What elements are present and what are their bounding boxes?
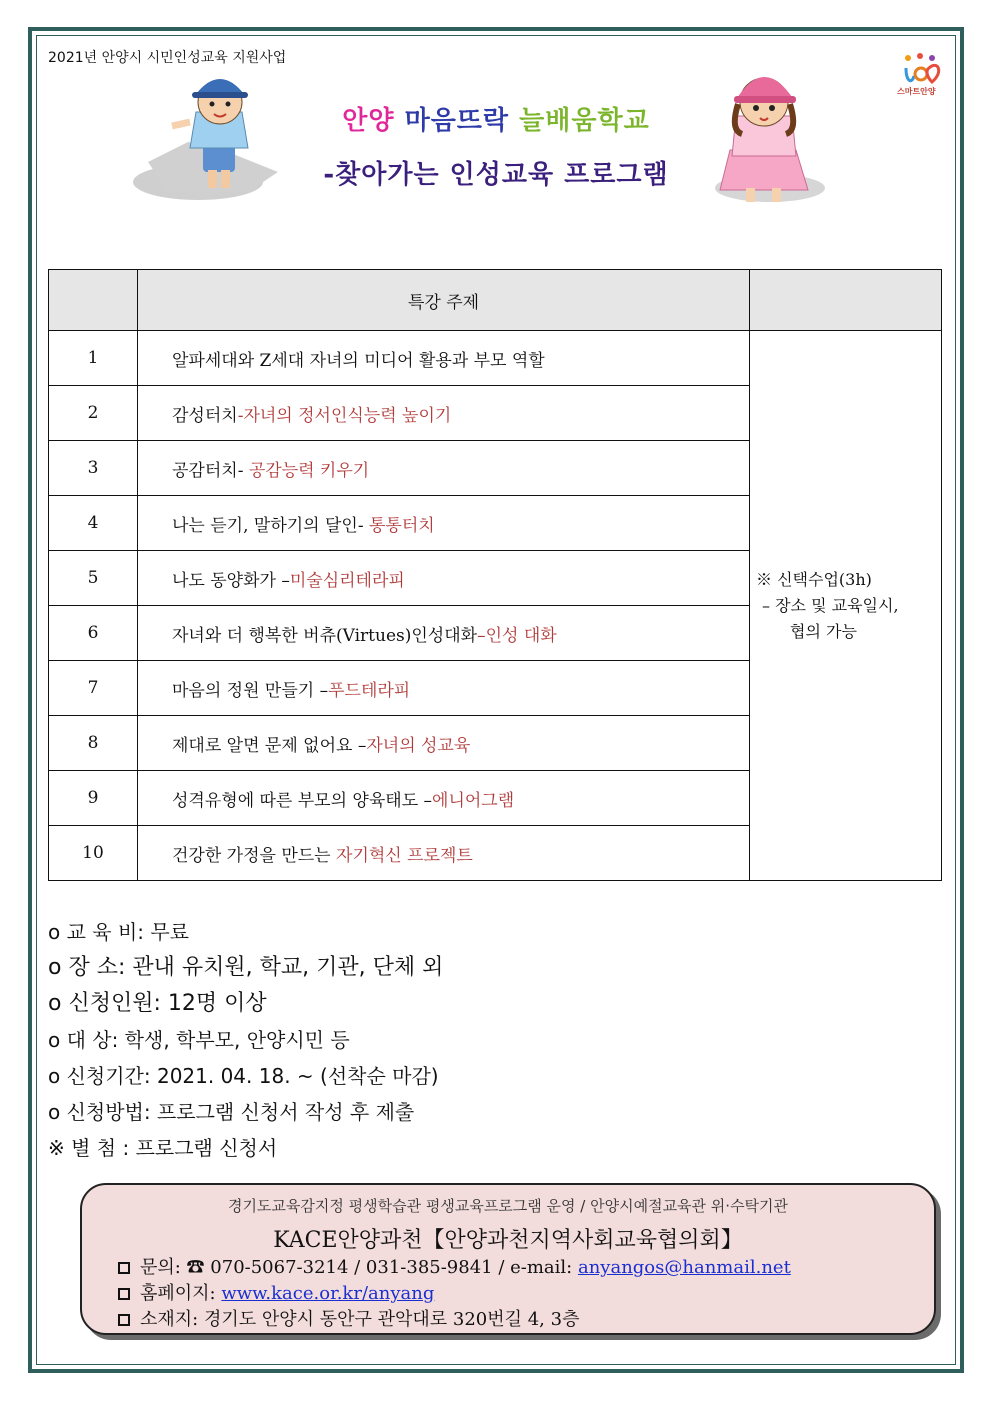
- topic-text: 성격유형에 따른 부모의 양육태도 –: [172, 790, 433, 811]
- topic-highlight: 푸드테라피: [328, 680, 411, 701]
- header-note-cell: [750, 270, 942, 331]
- address-text: 소재지: 경기도 안양시 동안구 관악대로 320번길 4, 3층: [140, 1309, 580, 1330]
- contact-line: [118, 1257, 791, 1279]
- topic-text: 제대로 알면 문제 없어요 –: [172, 735, 367, 756]
- topic-highlight: 미술심리테라피: [289, 570, 405, 591]
- header-topic-cell: 특강 주제: [138, 270, 750, 331]
- row-number: 10: [49, 826, 138, 881]
- topics-table: [48, 269, 942, 881]
- topic-highlight: 자녀의 성교육: [366, 735, 471, 756]
- topic-highlight: -자녀의 정서인식능력 높이기: [237, 405, 452, 426]
- info-period: o 신청기간: 2021. 04. 18. ~ (선착순 마감): [48, 1064, 439, 1088]
- topic-text: 감성터치: [172, 405, 238, 426]
- row-topic: [138, 661, 750, 716]
- row-topic: [138, 386, 750, 441]
- info-attachment: ※ 별 첨 : 프로그램 신청서: [48, 1136, 278, 1160]
- row-topic: [138, 771, 750, 826]
- title-part-school: 늘배움학교: [519, 106, 650, 136]
- topic-text: 나도 동양화가 –: [172, 570, 290, 591]
- row-number: 8: [49, 716, 138, 771]
- subtitle: -찾아가는 인성교육 프로그램: [323, 160, 669, 190]
- homepage-label: 홈페이지:: [140, 1283, 222, 1304]
- info-location: o 장 소: 관내 유치원, 학교, 기관, 단체 외: [48, 955, 444, 980]
- table-row: [49, 331, 942, 386]
- topic-highlight: 자기혁신 프로젝트: [336, 845, 473, 866]
- row-topic: [138, 551, 750, 606]
- row-number: 5: [49, 551, 138, 606]
- row-number: 9: [49, 771, 138, 826]
- title-part-anyang: 안양: [342, 106, 395, 136]
- checkbox-bullet-icon: [118, 1262, 130, 1274]
- note-line: – 장소 및 교육일시,: [762, 595, 899, 615]
- organization-description: 경기도교육감지정 평생학습관 평생교육프로그램 운영 / 안양시예절교육관 위·수탁기관: [227, 1197, 789, 1215]
- program-label: 2021년 안양시 시민인성교육 지원사업: [48, 50, 287, 66]
- row-topic: [138, 331, 750, 386]
- table-header-row: [49, 270, 942, 331]
- row-topic: [138, 441, 750, 496]
- info-capacity: o 신청인원: 12명 이상: [48, 991, 267, 1016]
- topic-highlight: 공감능력 키우기: [248, 460, 370, 481]
- row-topic: [138, 606, 750, 661]
- homepage-line: [118, 1283, 434, 1305]
- row-number: 7: [49, 661, 138, 716]
- row-number: 4: [49, 496, 138, 551]
- logo-caption: 스마트안양: [897, 87, 936, 96]
- info-target: o 대 상: 학생, 학부모, 안양시민 등: [48, 1028, 350, 1052]
- checkbox-bullet-icon: [118, 1288, 130, 1300]
- row-number: 3: [49, 441, 138, 496]
- title-part-maeumtteurak: 마음뜨락: [404, 106, 510, 136]
- topic-text: 건강한 가정을 만드는: [172, 845, 337, 866]
- info-method: o 신청방법: 프로그램 신청서 작성 후 제출: [48, 1100, 415, 1124]
- row-number: 6: [49, 606, 138, 661]
- contact-label: 문의: ☎ 070-5067-3214 / 031-385-9841 / e-mail:: [140, 1257, 578, 1278]
- row-topic: [138, 826, 750, 881]
- topic-highlight: –인성 대화: [477, 625, 557, 646]
- homepage-link[interactable]: www.kace.or.kr/anyang: [221, 1283, 435, 1304]
- topic-highlight: 통통터치: [368, 515, 435, 536]
- info-section: [48, 914, 443, 1166]
- header-num-cell: [49, 270, 138, 331]
- checkbox-bullet-icon: [118, 1314, 130, 1326]
- organization-name: KACE안양과천【안양과천지역사회교육협의회】: [273, 1228, 743, 1253]
- topic-text: 알파세대와 Z세대 자녀의 미디어 활용과 부모 역할: [172, 350, 545, 371]
- topic-text: 공감터치-: [172, 460, 249, 481]
- contact-box: [80, 1183, 936, 1335]
- email-link[interactable]: anyangos@hanmail.net: [577, 1257, 791, 1278]
- note-line: 협의 가능: [790, 621, 857, 641]
- info-fee: o 교 육 비: 무료: [48, 920, 190, 944]
- topic-text: 자녀와 더 행복한 버츄(Virtues)인성대화: [172, 625, 478, 646]
- topic-highlight: 에니어그램: [432, 790, 515, 811]
- row-topic: [138, 496, 750, 551]
- note-cell: [750, 331, 942, 881]
- row-number: 1: [49, 331, 138, 386]
- row-number: 2: [49, 386, 138, 441]
- main-title: [0, 100, 992, 137]
- row-topic: [138, 716, 750, 771]
- topic-text: 마음의 정원 만들기 –: [172, 680, 329, 701]
- note-line: ※ 신택수업(3h): [756, 569, 872, 589]
- topic-text: 나는 듣기, 말하기의 달인-: [172, 515, 369, 536]
- address-line: [118, 1309, 579, 1331]
